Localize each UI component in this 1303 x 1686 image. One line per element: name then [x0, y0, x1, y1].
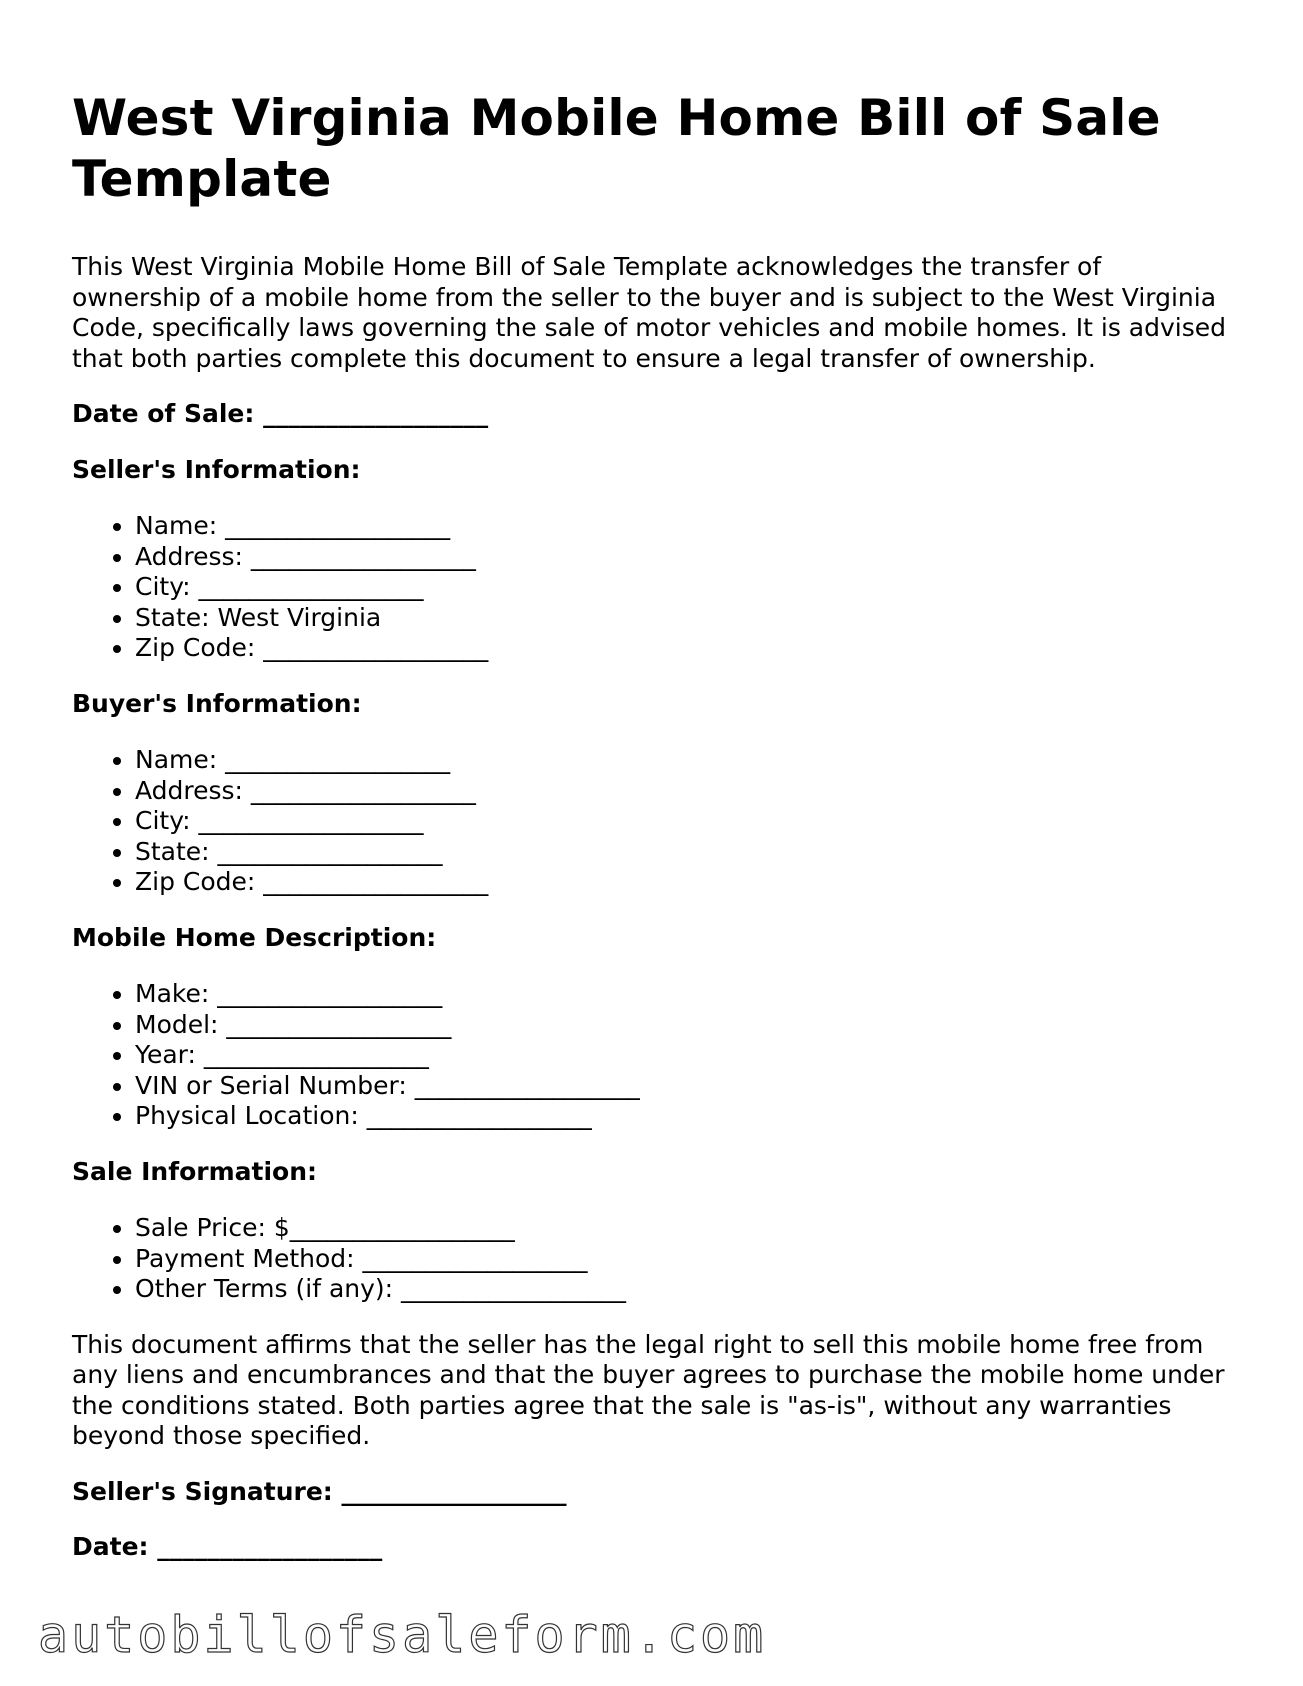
date-of-sale-field: Date of Sale: __________________: [72, 399, 489, 428]
seller-name-field: • Name: __________________: [135, 511, 1232, 542]
buyer-state-field: • State: __________________: [135, 837, 1232, 868]
closing-paragraph: This document affirms that the seller has the legal right to sell this mobile home free from any liens and encumbrances and that the buyer agrees to purchase the mobile home under the conditions stated. Both parties agree that the sale is "as-is", without any warranties beyond those specified.: [72, 1329, 1225, 1450]
intro-paragraph: This West Virginia Mobile Home Bill of Sale Template acknowledges the transfer of ownership of a mobile home from the seller to the buyer and is subject to the West Virginia Code, specifically laws governing the sale of motor vehicles and mobile homes. It is advised that both parties complete this document to ensure a legal transfer of ownership.: [72, 252, 1226, 373]
seller-state-field: • State: West Virginia: [135, 603, 1232, 634]
make-field: • Make: __________________: [135, 979, 1232, 1010]
mobile-home-description-list: [72, 979, 1232, 1132]
seller-information-list: [72, 511, 1232, 664]
buyer-information-heading: Buyer's Information:: [72, 688, 362, 718]
document-title: West Virginia Mobile Home Bill of Sale Template: [72, 89, 1161, 208]
sale-information-list: [72, 1213, 1232, 1305]
mobile-home-description-heading: Mobile Home Description:: [72, 922, 437, 952]
payment-method-field: • Payment Method: __________________: [135, 1244, 1232, 1275]
seller-city-field: • City: __________________: [135, 572, 1232, 603]
year-field: • Year: __________________: [135, 1040, 1232, 1071]
site-watermark: autobillofsaleform.com: [38, 1606, 767, 1664]
signature-date-field: Date: __________________: [72, 1532, 383, 1561]
physical-location-field: • Physical Location: __________________: [135, 1101, 1232, 1132]
other-terms-field: • Other Terms (if any): __________________: [135, 1274, 1232, 1305]
sale-information-heading: Sale Information:: [72, 1156, 317, 1186]
buyer-city-field: • City: __________________: [135, 806, 1232, 837]
model-field: • Model: __________________: [135, 1010, 1232, 1041]
buyer-name-field: • Name: __________________: [135, 745, 1232, 776]
seller-information-heading: Seller's Information:: [72, 454, 361, 484]
seller-address-field: • Address: __________________: [135, 542, 1232, 573]
vin-serial-field: • VIN or Serial Number: __________________: [135, 1071, 1232, 1102]
seller-zip-field: • Zip Code: __________________: [135, 633, 1232, 664]
buyer-zip-field: • Zip Code: __________________: [135, 867, 1232, 898]
document-page: [72, 88, 1232, 1563]
buyer-address-field: • Address: __________________: [135, 776, 1232, 807]
buyer-information-list: [72, 745, 1232, 898]
sale-price-field: • Sale Price: $__________________: [135, 1213, 1232, 1244]
seller-signature-field: Seller's Signature: __________________: [72, 1476, 567, 1506]
